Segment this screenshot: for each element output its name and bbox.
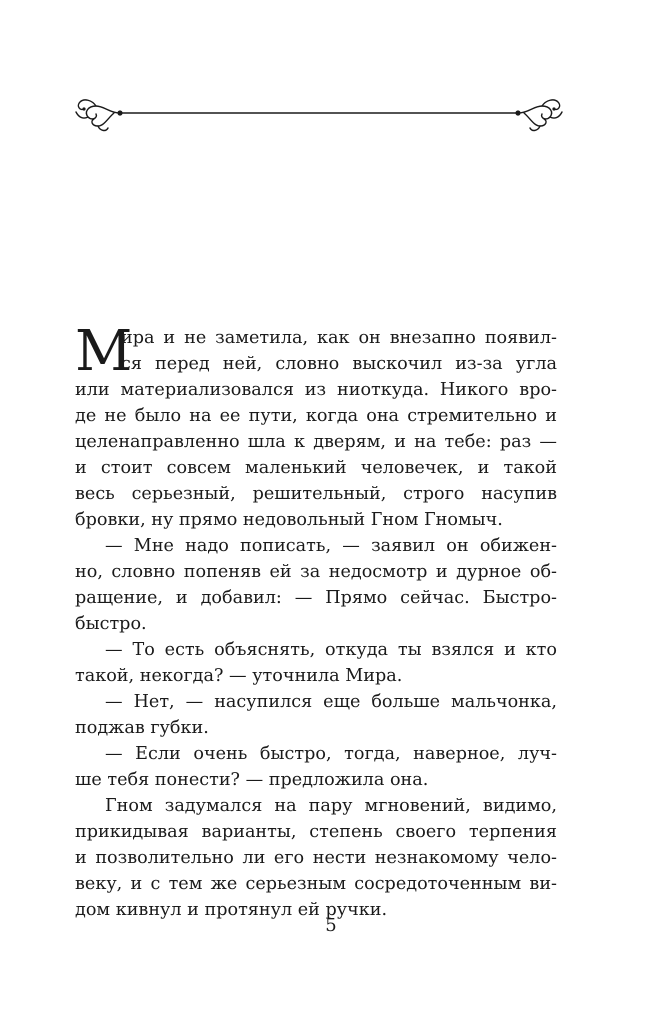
text-line: де не было на ее пути, когда она стремительно и <box>75 406 557 426</box>
text-line: но, словно попеняв ей за недосмотр и дурное об- <box>75 562 557 582</box>
flourish-divider-icon <box>74 88 564 138</box>
text-line: поджав губки. <box>75 718 209 738</box>
text-line: целенаправленно шла к дверям, и на тебе: раз — <box>75 432 557 452</box>
text-line: ращение, и добавил: — Прямо сейчас. Быстро- <box>75 588 557 608</box>
page-number: 5 <box>325 915 337 936</box>
text-line: и стоит совсем маленький человечек, и такой <box>75 458 557 478</box>
paragraph <box>75 741 557 793</box>
text-line: ира и не заметила, как он внезапно появил- <box>121 328 557 348</box>
text-line: — Мне надо пописать, — заявил он обижен- <box>105 536 557 556</box>
text-line: — Нет, — насупился еще больше мальчонка, <box>105 692 557 712</box>
text-line: ся перед ней, словно выскочил из-за угла <box>121 354 557 374</box>
paragraph <box>75 793 557 923</box>
text-line: Гном задумался на пару мгновений, видимо, <box>105 796 557 816</box>
text-line: — Если очень быстро, тогда, наверное, луч- <box>105 744 557 764</box>
text-line: бровки, ну прямо недовольный Гном Гномыч. <box>75 510 503 530</box>
text-line: и позволительно ли его нести незнакомому чело- <box>75 848 557 868</box>
text-line: прикидывая варианты, степень своего терпения <box>75 822 557 842</box>
paragraph <box>75 533 557 637</box>
text-line: дом кивнул и протянул ей ручки. <box>75 900 388 920</box>
text-line: весь серьезный, решительный, строго насупив <box>75 484 557 504</box>
text-line: или материализовался из ниоткуда. Никого вро- <box>75 380 557 400</box>
text-line: быстро. <box>75 614 147 634</box>
paragraph <box>75 689 557 741</box>
text-line: такой, некогда? — уточнила Мира. <box>75 666 403 686</box>
text-line: — То есть объяснять, откуда ты взялся и кто <box>105 640 557 660</box>
paragraph <box>75 637 557 689</box>
body-text <box>75 319 557 923</box>
paragraph <box>75 319 557 533</box>
text-line: веку, и с тем же серьезным сосредоточенным ви- <box>75 874 557 894</box>
dropcap: М <box>75 319 133 384</box>
text-line: ше тебя понести? — предложила она. <box>75 770 429 790</box>
